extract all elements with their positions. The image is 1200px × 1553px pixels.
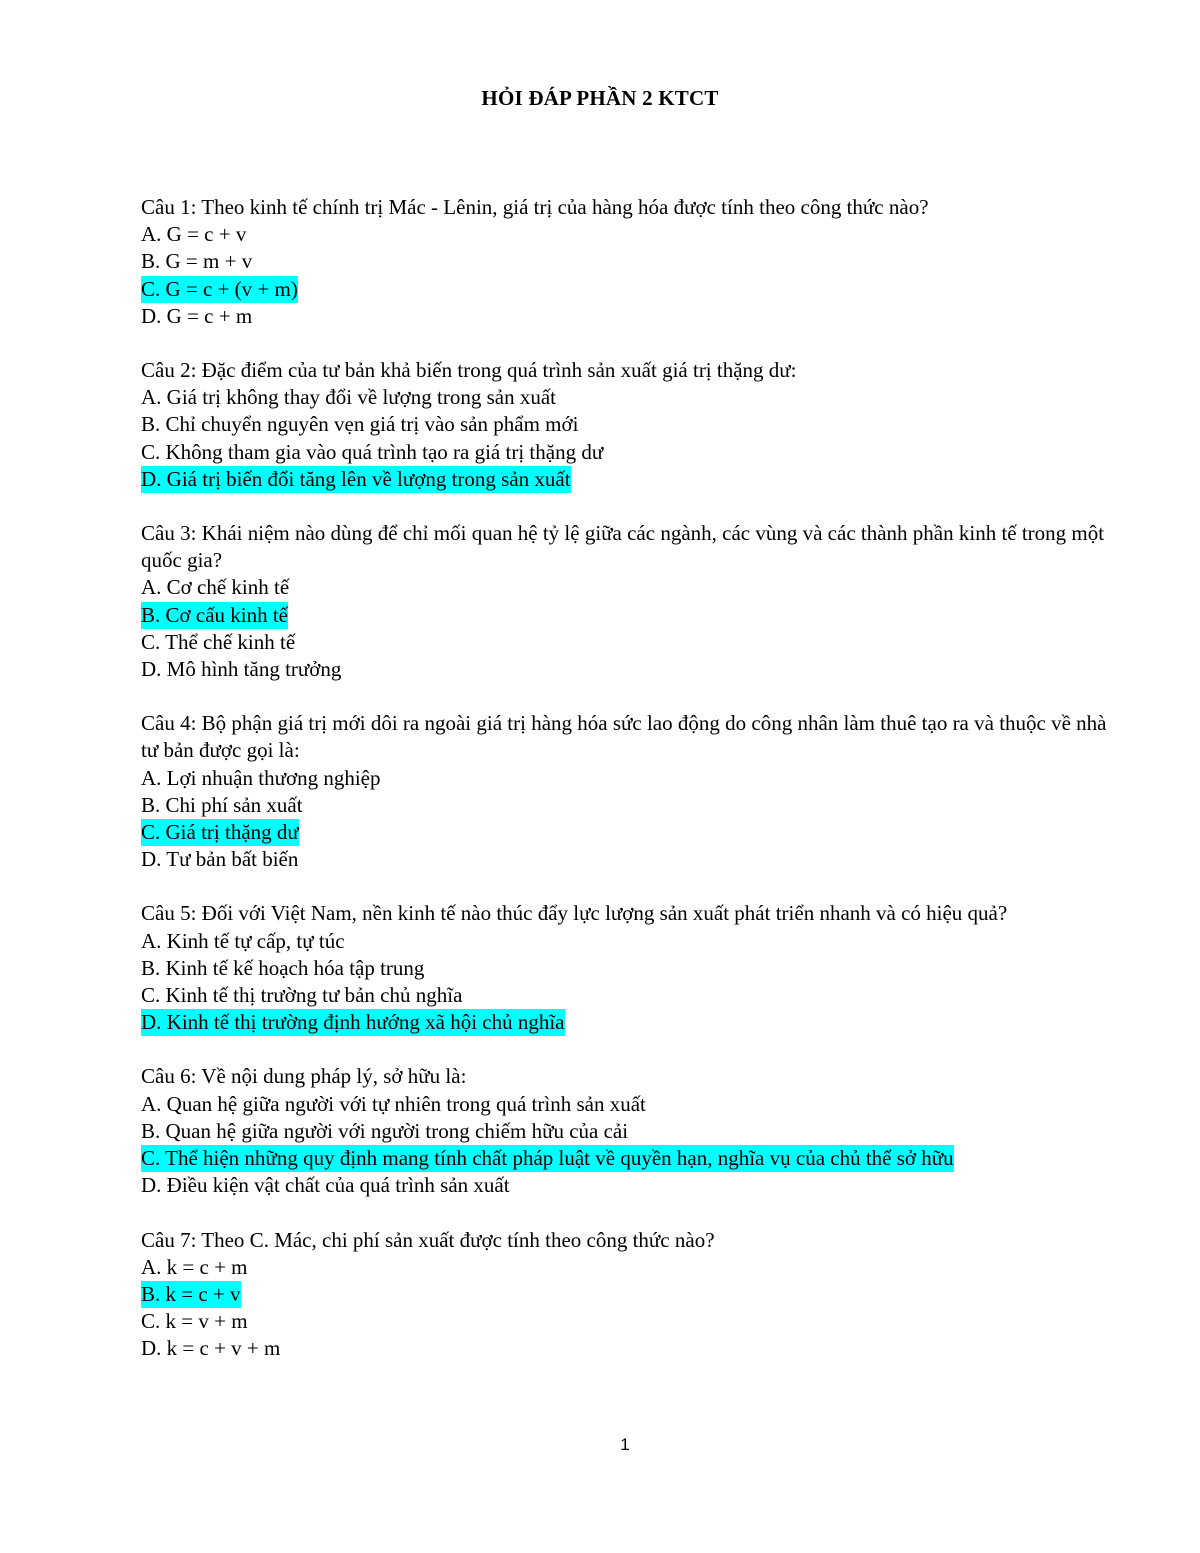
answer-option-text: A. k = c + m	[141, 1254, 248, 1279]
answer-option-text: B. G = m + v	[141, 249, 253, 274]
answer-option	[141, 955, 1111, 982]
answer-option-text: B. k = c + v	[141, 1281, 241, 1306]
answer-option	[141, 846, 1111, 873]
question-list	[141, 194, 1111, 1390]
answer-option-correct	[141, 1009, 1111, 1036]
question-block	[141, 710, 1111, 873]
answer-option-correct	[141, 602, 1111, 629]
answer-option-correct	[141, 276, 1111, 303]
question-text: Câu 1: Theo kinh tế chính trị Mác - Lênin, giá trị của hàng hóa được tính theo công thức nào?	[141, 195, 929, 219]
answer-option-text: D. G = c + m	[141, 303, 253, 328]
answer-option-text: D. Mô hình tăng trưởng	[141, 657, 342, 682]
answer-option	[141, 982, 1111, 1009]
answer-option-text: C. Kinh tế thị trường tư bản chủ nghĩa	[141, 983, 463, 1008]
answer-option	[141, 303, 1111, 330]
answer-option	[141, 928, 1111, 955]
answer-option-text: D. Tư bản bất biến	[141, 847, 299, 872]
answer-option-text: D. Điều kiện vật chất của quá trình sản xuất	[141, 1173, 510, 1198]
answer-option-text: C. Không tham gia vào quá trình tạo ra giá trị thặng dư	[141, 439, 604, 464]
answer-option-text: C. G = c + (v + m)	[141, 276, 298, 301]
answer-option	[141, 1254, 1111, 1281]
question-text: Câu 5: Đối với Việt Nam, nền kinh tế nào thúc đẩy lực lượng sản xuất phát triển nhanh và có hiệu quả?	[141, 901, 1008, 926]
answer-option	[141, 629, 1111, 656]
answer-option-text: A. Quan hệ giữa người với tự nhiên trong quá trình sản xuất	[141, 1091, 646, 1116]
answer-option-correct	[141, 819, 1111, 846]
answer-option-correct	[141, 466, 1111, 493]
answer-option-text: A. Cơ chế kinh tế	[141, 575, 290, 600]
answer-option-text: D. Kinh tế thị trường định hướng xã hội chủ nghĩa	[141, 1010, 565, 1035]
question-text: Câu 6: Về nội dung pháp lý, sở hữu là:	[141, 1064, 467, 1089]
answer-option	[141, 221, 1111, 248]
answer-option	[141, 1118, 1111, 1145]
answer-option-correct	[141, 1145, 1111, 1172]
page-number: 1	[620, 1435, 630, 1454]
question-text: Câu 4: Bộ phận giá trị mới dôi ra ngoài giá trị hàng hóa sức lao động do công nhân làm thuê tạo ra và thuộc về nhà tư bản được gọi là:	[141, 711, 1107, 763]
answer-option-text: B. Kinh tế kế hoạch hóa tập trung	[141, 955, 425, 980]
answer-option-text: D. Giá trị biến đổi tăng lên về lượng trong sản xuất	[141, 466, 571, 491]
answer-option	[141, 765, 1111, 792]
answer-option	[141, 656, 1111, 683]
question-block	[141, 194, 1111, 330]
question-block	[141, 900, 1111, 1036]
answer-option-text: C. Thể hiện những quy định mang tính chất pháp luật về quyền hạn, nghĩa vụ của chủ thể sở hữu	[141, 1146, 954, 1171]
answer-option	[141, 1335, 1111, 1362]
answer-option	[141, 411, 1111, 438]
answer-option-text: B. Chỉ chuyển nguyên vẹn giá trị vào sản phẩm mới	[141, 412, 579, 437]
question-block	[141, 520, 1111, 683]
answer-option-text: B. Quan hệ giữa người với người trong chiếm hữu của cải	[141, 1118, 629, 1143]
question-block	[141, 357, 1111, 493]
answer-option-correct	[141, 1281, 1111, 1308]
question-block	[141, 1227, 1111, 1363]
answer-option-text: A. Lợi nhuận thương nghiệp	[141, 765, 381, 790]
answer-option-text: A. G = c + v	[141, 222, 247, 247]
answer-option-text: B. Chi phí sản xuất	[141, 792, 303, 817]
answer-option	[141, 1308, 1111, 1335]
answer-option	[141, 1091, 1111, 1118]
document-title: HỎI ĐÁP PHẦN 2 KTCT	[481, 86, 719, 110]
answer-option	[141, 1172, 1111, 1199]
answer-option	[141, 574, 1111, 601]
answer-option-text: A. Kinh tế tự cấp, tự túc	[141, 928, 345, 953]
answer-option-text: C. k = v + m	[141, 1309, 248, 1334]
answer-option-text: B. Cơ cấu kinh tế	[141, 602, 288, 627]
question-text: Câu 7: Theo C. Mác, chi phí sản xuất được tính theo công thức nào?	[141, 1227, 715, 1252]
answer-option-text: D. k = c + v + m	[141, 1336, 281, 1361]
answer-option	[141, 384, 1111, 411]
answer-option-text: A. Giá trị không thay đổi về lượng trong sản xuất	[141, 385, 557, 410]
answer-option-text: C. Thể chế kinh tế	[141, 629, 296, 654]
answer-option-text: C. Giá trị thặng dư	[141, 820, 299, 845]
question-text: Câu 2: Đặc điểm của tư bản khả biến trong quá trình sản xuất giá trị thặng dư:	[141, 358, 797, 383]
answer-option	[141, 248, 1111, 275]
answer-option	[141, 792, 1111, 819]
answer-option	[141, 439, 1111, 466]
question-text: Câu 3: Khái niệm nào dùng để chỉ mối quan hệ tỷ lệ giữa các ngành, các vùng và các thành phần kinh tế trong một quốc gia?	[141, 521, 1105, 573]
question-block	[141, 1063, 1111, 1199]
